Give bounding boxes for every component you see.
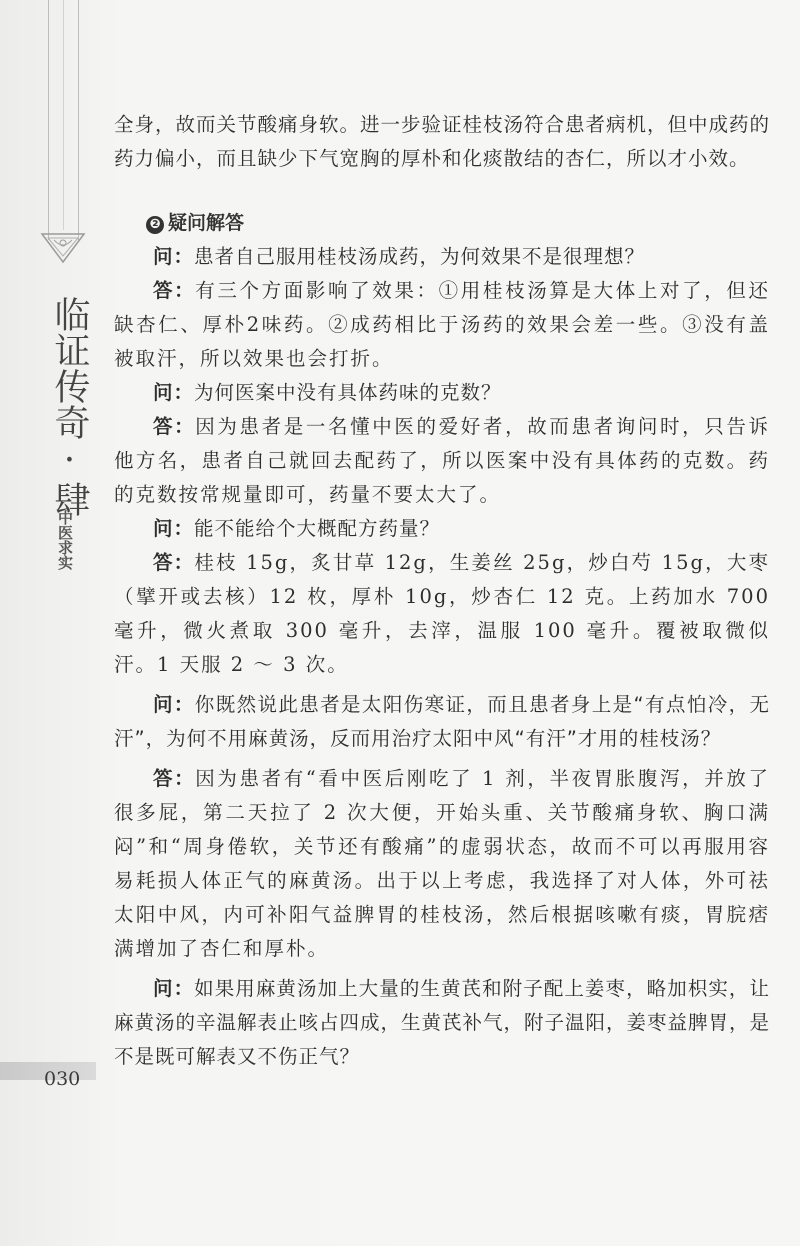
answer-paragraph: [114, 410, 770, 512]
answer-text: 桂枝 15g，炙甘草 12g，生姜丝 25g，炒白芍 15g，大枣（擘开或去核）12 枚，厚朴 10g，炒杏仁 12 克。上药加水 700 毫升，微火煮取 300 毫升，去滓，温服 100 毫升。覆被取微似汗。1 天服 2 ～ 3 次。: [114, 551, 770, 676]
scroll-line: [63, 0, 64, 230]
question-paragraph: [114, 376, 770, 410]
question-text: 能不能给个大概配方药量？: [194, 517, 441, 540]
book-subtitle: 中医求实: [56, 510, 74, 570]
answer-text: 因为患者是一名懂中医的爱好者，故而患者询问时，只告诉他方名，患者自己就回去配药了，所以医案中没有具体药的克数。药的克数按常规量即可，药量不要太大了。: [114, 415, 770, 506]
question-label: 问：: [153, 381, 195, 404]
question-paragraph: [114, 972, 770, 1074]
answer-paragraph: [114, 546, 770, 682]
question-text: 为何医案中没有具体药味的克数？: [194, 381, 502, 404]
page-number: 030: [44, 1068, 81, 1090]
question-text: 患者自己服用桂枝汤成药，为何效果不是很理想？: [194, 245, 646, 268]
book-title: 临证传奇·肆: [49, 296, 90, 517]
scroll-line: [48, 0, 49, 240]
answer-paragraph: [114, 762, 770, 966]
question-label: 问：: [153, 517, 195, 540]
question-label: 问：: [153, 245, 195, 268]
answer-text: 有三个方面影响了效果：①用桂枝汤算是大体上对了，但还缺杏仁、厚朴2味药。②成药相比于汤药的效果会差一些。③没有盖被取汗，所以效果也会打折。: [114, 279, 770, 370]
question-text: 你既然说此患者是太阳伤寒证，而且患者身上是“有点怕冷，无汗”，为何不用麻黄汤，反而用治疗太阳中风“有汗”才用的桂枝汤？: [114, 693, 770, 750]
section-heading: [146, 206, 770, 240]
answer-label: 答：: [153, 415, 196, 438]
question-paragraph: [114, 512, 770, 546]
main-text: [114, 108, 770, 1074]
scroll-ornament-icon: [40, 230, 86, 264]
answer-label: 答：: [153, 551, 195, 574]
answer-text: 因为患者有“看中医后刚吃了 1 剂，半夜胃胀腹泻，并放了很多屁，第二天拉了 2 次大便，开始头重、关节酸痛身软、胸口满闷”和“周身倦软，关节还有酸痛”的虚弱状态，故而不可以再服用容易耗损人体正气的麻黄汤。出于以上考虑，我选择了对人体，外可祛太阳中风，内可补阳气益脾胃的桂枝汤，然后根据咳嗽有痰，胃脘痞满增加了杏仁和厚朴。: [114, 767, 770, 960]
question-paragraph: [114, 240, 770, 274]
intro-paragraph: 全身，故而关节酸痛身软。进一步验证桂枝汤符合患者病机，但中成药的药力偏小，而且缺少下气宽胸的厚朴和化痰散结的杏仁，所以才小效。: [114, 113, 771, 170]
question-paragraph: [114, 688, 770, 756]
question-text: 如果用麻黄汤加上大量的生黄芪和附子配上姜枣，略加枳实，让麻黄汤的辛温解表止咳占四成，生黄芪补气，附子温阳，姜枣益脾胃，是不是既可解表又不伤正气？: [114, 977, 771, 1068]
scroll-line: [78, 0, 79, 240]
decorative-scroll: [40, 0, 86, 1246]
answer-label: 答：: [153, 767, 196, 790]
section-title: 疑问解答: [168, 212, 245, 234]
answer-paragraph: [114, 274, 770, 376]
question-label: 问：: [153, 977, 195, 1000]
section-number-icon: ❷: [146, 216, 164, 234]
question-label: 问：: [153, 693, 195, 716]
answer-label: 答：: [153, 279, 196, 302]
